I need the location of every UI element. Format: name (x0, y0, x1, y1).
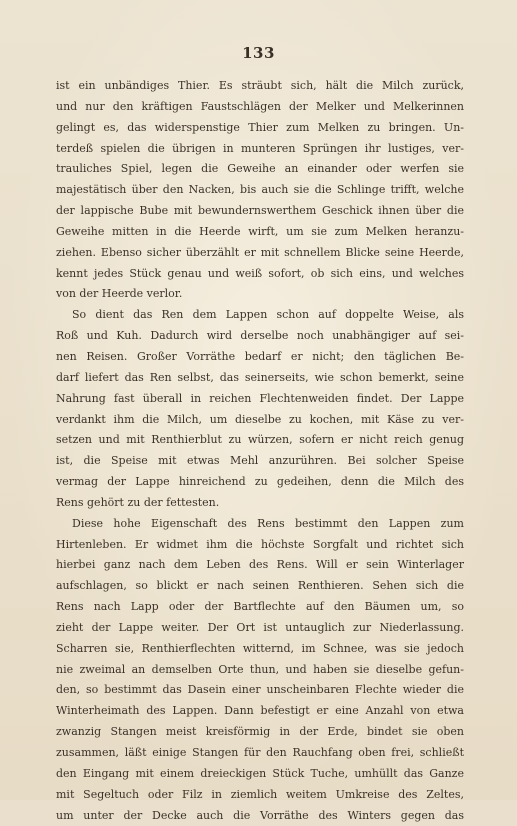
text-line: mit Segeltuch oder Filz in ziemlich weitem Umkreise des Zeltes, (56, 787, 464, 801)
paragraph-1 (56, 76, 464, 305)
paragraph-2 (56, 305, 464, 513)
text-line: Rens nach Lapp oder der Bartflechte auf den Bäumen um, so (56, 600, 464, 614)
text-line: Diese hohe Eigenschaft des Rens bestimmt den Lappen zum (72, 516, 464, 530)
text-line: Nahrung fast überall in reichen Flechtenweiden findet. Der Lappe (56, 391, 464, 405)
text-line: hierbei ganz nach dem Leben des Rens. Will er sein Winterlager (56, 558, 464, 572)
text-line: Winterheimath des Lappen. Dann befestigt er eine Anzahl von etwa (56, 704, 464, 718)
text-line: trauliches Spiel, legen die Geweihe an einander oder werfen sie (56, 162, 464, 176)
text-line: nen Reisen. Großer Vorräthe bedarf er nicht; den täglichen Be- (56, 349, 464, 363)
text-line: zusammen, läßt einige Stangen für den Rauchfang oben frei, schließt (56, 746, 464, 759)
text-line: und nur den kräftigen Faustschlägen der Melker und Melkerinnen (56, 99, 464, 113)
text-line: ziehen. Ebenso sicher überzählt er mit schnellem Blicke seine Heerde, (56, 245, 464, 259)
text-line: Hirtenleben. Er widmet ihm die höchste Sorgfalt und richtet sich (56, 537, 464, 551)
text-line: ist, die Speise mit etwas Mehl anzurühren. Bei solcher Speise (56, 454, 464, 468)
text-line: zwanzig Stangen meist kreisförmig in der Erde, bindet sie oben (56, 725, 464, 739)
text-line: den Eingang mit einem dreieckigen Stück Tuche, umhüllt das Ganze (56, 766, 464, 780)
text-line: den, so bestimmt das Dasein einer unscheinbaren Flechte wieder die (56, 683, 464, 697)
text-line: verdankt ihm die Milch, um dieselbe zu kochen, mit Käse zu ver- (56, 412, 464, 426)
text-line: Scharren sie, Renthierflechten witternd, im Schnee, was sie jedoch (56, 641, 464, 655)
text-line: Geweihe mitten in die Heerde wirft, um sie zum Melken heranzu- (56, 224, 464, 238)
text-line: der lappische Bube mit bewundernswerthem Geschick ihnen über die (56, 204, 464, 218)
text-line: setzen und mit Renthierblut zu würzen, sofern er nicht reich genug (56, 433, 464, 447)
text-line: darf liefert das Ren selbst, das seinerseits, wie schon bemerkt, seine (56, 370, 464, 384)
text-line: gelingt es, das widerspenstige Thier zum Melken zu bringen. Un- (56, 120, 464, 134)
text-line: vermag der Lappe hinreichend zu gedeihen, denn die Milch des (56, 475, 464, 489)
body-text (56, 76, 464, 826)
text-line: zieht der Lappe weiter. Der Ort ist untauglich zur Niederlassung. (56, 620, 464, 634)
text-line: von der Heerde verlor. (56, 287, 183, 301)
page-number: 133 (242, 44, 275, 62)
text-line: Rens gehört zu der fettesten. (56, 495, 220, 509)
text-line: ist ein unbändiges Thier. Es sträubt sich, hält die Milch zurück, (56, 79, 464, 92)
text-line: nie zweimal an demselben Orte thun, und haben sie dieselbe gefun- (56, 662, 464, 676)
text-line: So dient das Ren dem Lappen schon auf doppelte Weise, als (72, 308, 464, 322)
text-line: kennt jedes Stück genau und weiß sofort, ob sich eins, und welches (56, 266, 464, 280)
text-line: Roß und Kuh. Dadurch wird derselbe noch unabhängiger auf sei- (56, 329, 464, 343)
text-line: majestätisch über den Nacken, bis auch sie die Schlinge trifft, welche (56, 183, 464, 197)
paragraph-3 (56, 514, 464, 826)
text-line: aufschlagen, so blickt er nach seinen Renthieren. Sehen sich die (56, 579, 464, 593)
text-line: um unter der Decke auch die Vorräthe des Winters gegen das (56, 808, 464, 822)
text-line: terdeß spielen die übrigen in munteren Sprüngen ihr lustiges, ver- (56, 141, 464, 155)
